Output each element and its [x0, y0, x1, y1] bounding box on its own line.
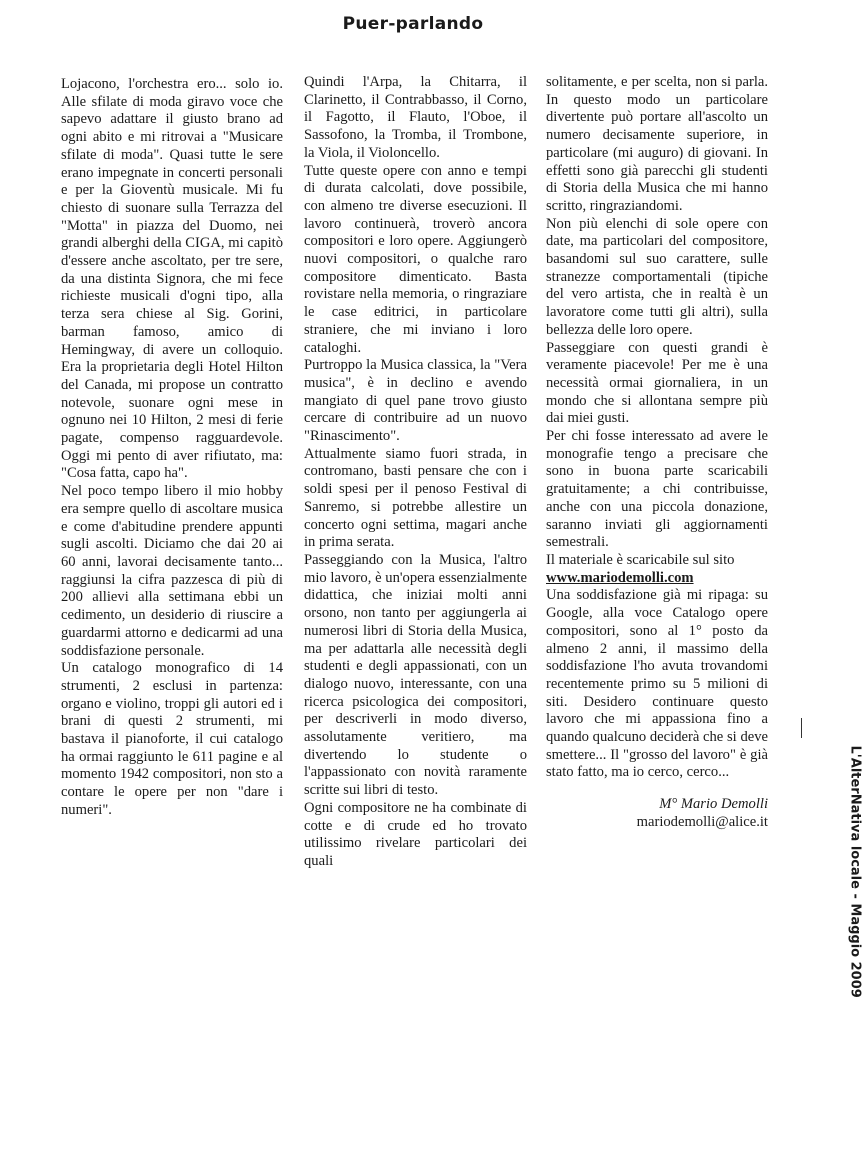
page-title: Puer-parlando	[342, 14, 484, 34]
article-column-1	[61, 76, 283, 820]
margin-rule	[801, 718, 802, 738]
paragraph: Lojacono, l'orchestra ero... solo io. Alle sfilate di moda giravo voce che sapevo adattare il giusto brano ad ogni abito e mi ritrovai a "Musicare sfilate di moda". Quasi tutte le sere erano impegnate in concerti personali e per la Gioventù musicale. Mi fu chiesto di suonare sulla Terrazza del "Motta" in piazza del Duomo, nei grandi alberghi della CIGA, mi capitò d'essere anche ascoltato, per tre sere, da una distinta Signora, che mi fece richieste musicali d'ogni tipo, alla terza sera chiese al Sig. Gorini, barman famoso, amico di Hemingway, di avere un colloquio. Era la proprietaria degli Hotel Hilton del Canada, mi propose un contratto notevole, suonare ogni mese in ognuno nei 10 Hilton, 2 mesi di ferie pagate, compenso ragguardevole. Oggi mi pento di aver rifiutato, ma: "Cosa fatta, capo ha".	[61, 76, 283, 482]
paragraph: Non più elenchi di sole opere con date, ma particolari del compositore, basandomi sul suo carattere, sulle stranezze comportamentali (tipiche del vero artista, che in realtà è un lavoratore come tutti gli altri), sulla bellezza delle loro opere.	[546, 215, 768, 338]
paragraph: Per chi fosse interessato ad avere le monografie tengo a precisare che sono in buona parte scaricabili gratuitamente; a chi contribuisse, anche con una piccola donazione, saranno inviati gli aggiornamenti semestrali.	[546, 428, 768, 551]
publication-side-label: L'AlterNativa locale - Maggio 2009	[847, 745, 863, 998]
paragraph: Tutte queste opere con anno e tempi di durata calcolati, dove possibile, con almeno tre diverse esecuzioni. Il lavoro continuerà, troverò ancora compositori e loro opere. Aggiungerò nuovi compositori, o qualche raro compositore dimenticato. Basta rovistare nella memoria, o ringraziare le case editrici, in particolare straniere, che mi inviano i loro cataloghi.	[304, 162, 527, 356]
paragraph: Nel poco tempo libero il mio hobby era sempre quello di ascoltare musica e come d'abitudine prendere appunti sugli ascolti. Diciamo che dai 20 ai 60 anni, lavorai decisamente tanto... raggiunsi la cifra pazzesca di più di 200 allievi alla settimana ebbi un cedimento, un desiderio di riuscire a guardarmi attorno e dedicarmi ad una soddisfazione personale.	[61, 483, 283, 659]
author-signature: M° Mario Demolli	[659, 796, 768, 813]
paragraph: Purtroppo la Musica classica, la "Vera musica", è in declino e avendo mangiato di quel pane trovo giusto cercare di contribuire ad un nuovo "Rinascimento".	[304, 357, 527, 445]
paragraph: Attualmente siamo fuori strada, in contromano, basti pensare che con i soldi spesi per il penoso Festival di Sanremo, si potrebbe allestire un concerto ogni settima, magari anche in prima serata.	[304, 445, 527, 551]
author-email: mariodemolli@alice.it	[636, 813, 768, 830]
article-column-3	[546, 74, 768, 832]
paragraph: Una soddisfazione già mi ripaga: su Google, alla voce Catalogo opere compositori, sono al 1° posto da almeno 2 anni, il massimo della soddisfazione l'ho avuta trovandomi recentemente primo su 5 milioni di siti. Desidero continuare questo lavoro che mi appassiona fino a quando qualcuno deciderà che si deve smettere... Il "grosso del lavoro" è già stato fatto, ma io cerco, cerco...	[546, 587, 768, 781]
paragraph: Quindi l'Arpa, la Chitarra, il Clarinetto, il Contrabbasso, il Corno, il Fagotto, il Flauto, l'Oboe, il Sassofono, la Tromba, il Trombone, la Viola, il Violoncello.	[304, 74, 527, 161]
paragraph: Passeggiare con questi grandi è veramente piacevole! Per me è una necessità ormai giornaliera, in un mondo che si allontana sempre più dai miei gusti.	[546, 339, 768, 427]
paragraph: Passeggiando con la Musica, l'altro mio lavoro, è un'opera essenzialmente didattica, che iniziai molti anni orsono, non tanto per aggiungerla ai numerosi libri di Storia della Musica, ma per adattarla alle necessità degli studenti e degli appassionati, con un dialogo nuovo, interessante, con una ricerca psicologica dei compositori, per descriverli in modo diverso, assolutamente veritiero, ma divertendo lo studente o l'appassionato con novità raramente scritte sui libri di testo.	[304, 551, 527, 799]
paragraph: Il materiale è scaricabile sul sito	[546, 551, 735, 568]
paragraph: Un catalogo monografico di 14 strumenti, 2 esclusi in partenza: organo e violino, troppi gli autori ed i brani di questi 2 strumenti, mi bastava il pianoforte, il cui catalogo ha ormai raggiunto le 611 pagine e al momento 1942 compositori, non sto a contare le opere per non "dare i numeri".	[61, 660, 283, 818]
paragraph: Ogni compositore ne ha combinate di cotte e di crude ed ho trovato utilissimo rivelare particolari dei quali	[304, 799, 527, 869]
paragraph: solitamente, e per scelta, non si parla. In questo modo un particolare divertente può portare all'ascolto un numero decisamente superiore, in particolare (mi auguro) di giovani. In effetti sono già parecchi gli studenti di Storia della Musica che mi hanno scritto, ringraziandomi.	[546, 74, 768, 214]
article-column-2	[304, 74, 527, 871]
website-link[interactable]: www.mariodemolli.com	[546, 569, 694, 586]
